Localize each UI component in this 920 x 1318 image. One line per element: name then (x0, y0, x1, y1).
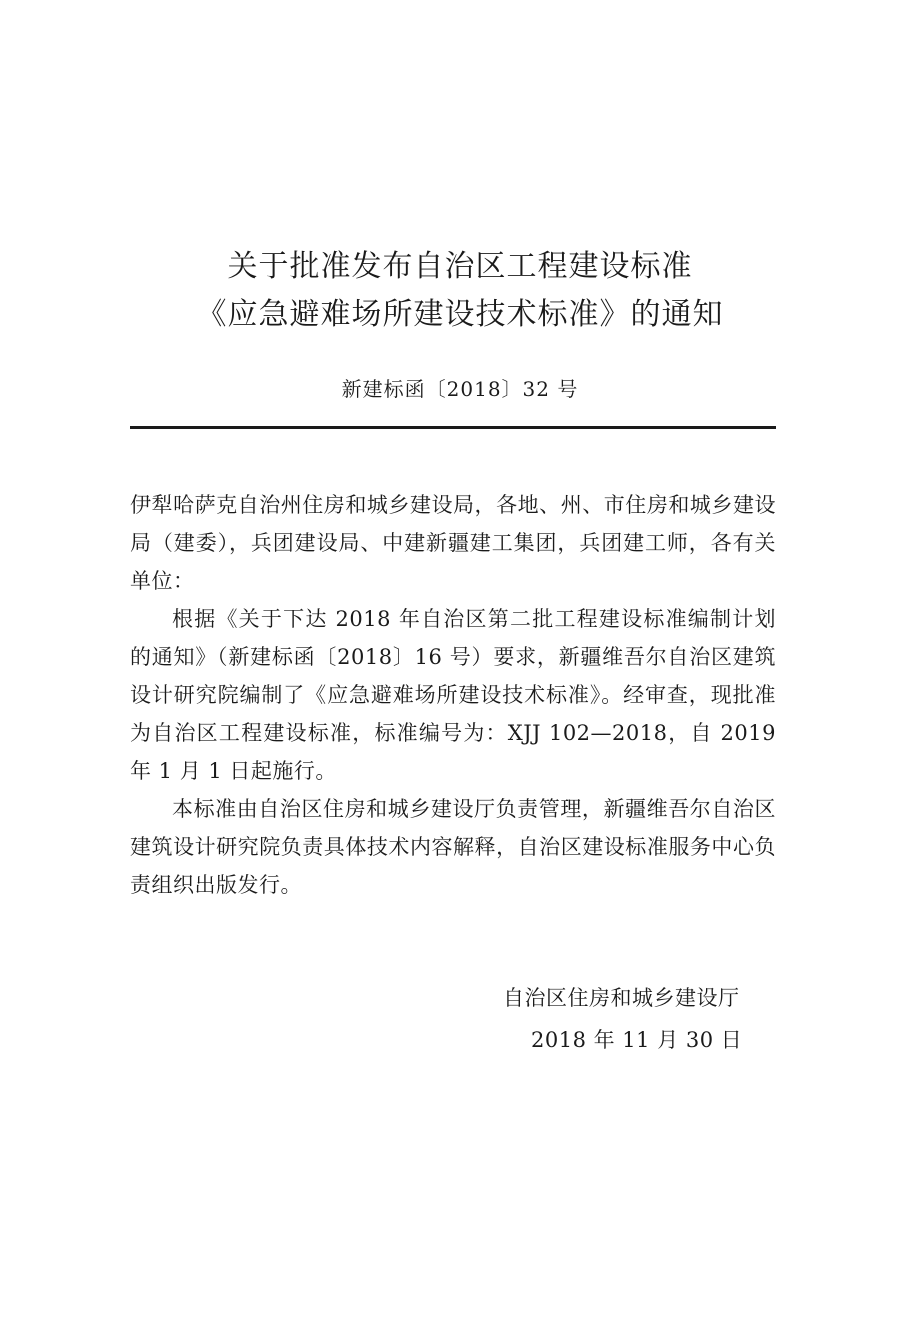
issuing-authority: 自治区住房和城乡建设厅 (503, 986, 740, 1010)
addressee: 伊犁哈萨克自治州住房和城乡建设局，各地、州、市住房和城乡建设局（建委），兵团建设局、中建新疆建工集团，兵团建工师，各有关单位： (130, 493, 776, 593)
body-paragraph-2: 本标准由自治区住房和城乡建设厅负责管理，新疆维吾尔自治区建筑设计研究院负责具体技术内容解释，自治区建设标准服务中心负责组织出版发行。 (130, 797, 776, 897)
issue-date: 2018 年 11 月 30 日 (531, 1028, 743, 1052)
header-divider (130, 426, 776, 429)
document-number: 新建标函〔2018〕32 号 (341, 377, 579, 401)
notice-title-line2: 《应急避难场所建设技术标准》的通知 (196, 297, 724, 332)
notice-body (130, 486, 776, 904)
notice-title-line1: 关于批准发布自治区工程建设标准 (227, 249, 693, 284)
body-paragraph-1: 根据《关于下达 2018 年自治区第二批工程建设标准编制计划的通知》（新建标函〔2018〕16 号）要求，新疆维吾尔自治区建筑设计研究院编制了《应急避难场所建设技术标准》。经审查，现批准为自治区工程建设标准，标准编号为：XJJ 102—2018，自 2019 年 1 月 1 日起施行。 (130, 607, 776, 783)
